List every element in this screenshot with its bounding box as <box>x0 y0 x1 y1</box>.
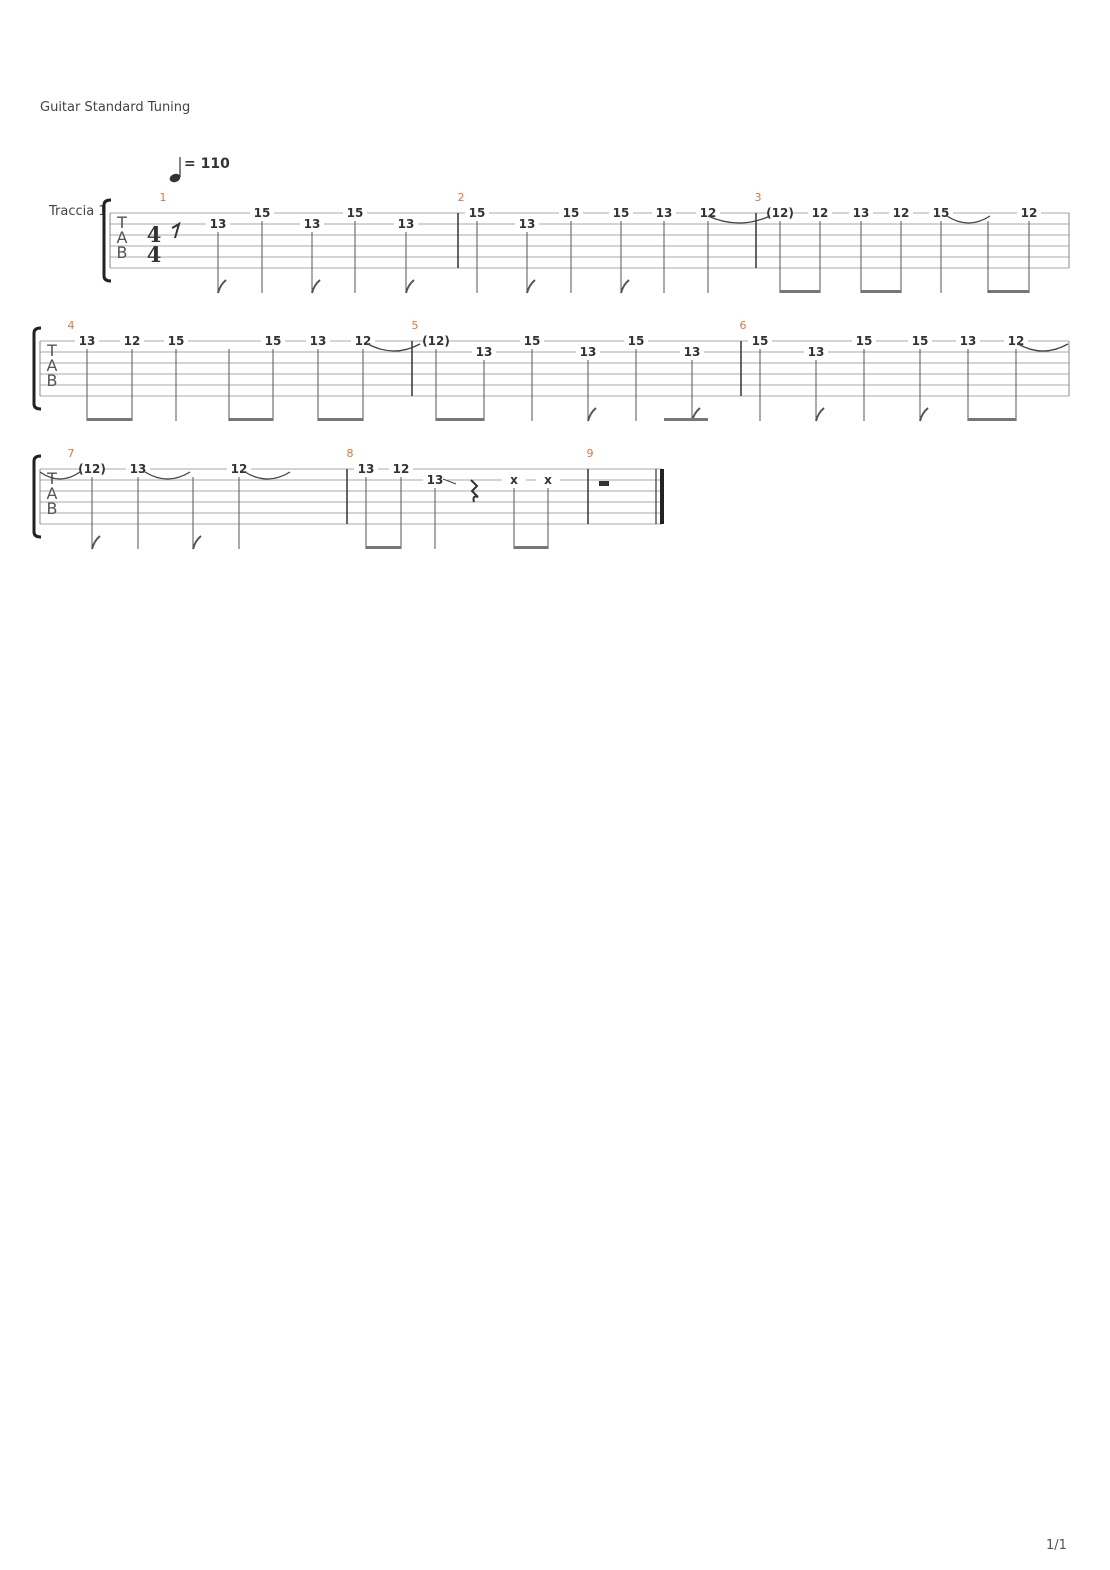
tab-clef-letter: A <box>46 484 58 503</box>
measure-number: 4 <box>67 319 75 332</box>
fret-number: 13 <box>309 334 327 348</box>
tab-clef-letter: B <box>116 243 128 262</box>
quarter-note-icon <box>168 157 181 184</box>
tab-clef-letter: T <box>47 469 57 488</box>
fret-number: 13 <box>579 345 597 359</box>
fret-number: (12) <box>78 462 106 476</box>
fret-number: 12 <box>892 206 910 220</box>
note-beam <box>988 290 1029 293</box>
fret-number: x <box>510 473 518 487</box>
tie-curve <box>947 216 990 223</box>
note-beam <box>318 418 363 421</box>
tab-clef-letter: B <box>46 499 58 518</box>
fret-number: 15 <box>523 334 541 348</box>
fret-number: 15 <box>911 334 929 348</box>
fret-number: 13 <box>397 217 415 231</box>
note-flag <box>621 280 629 293</box>
note-flag <box>312 280 320 293</box>
measure-number: 1 <box>159 191 167 204</box>
tab-clef-letter: T <box>47 341 57 360</box>
fret-number: 12 <box>699 206 717 220</box>
fret-number: 15 <box>855 334 873 348</box>
time-signature-top: 4 <box>146 222 162 247</box>
note-flag <box>92 536 100 549</box>
note-beam <box>968 418 1016 421</box>
note-flag <box>527 280 535 293</box>
fret-number: 12 <box>1007 334 1025 348</box>
tab-clef-letter: T <box>117 213 127 232</box>
fret-number: 15 <box>932 206 950 220</box>
fret-number: 13 <box>518 217 536 231</box>
note-flag <box>193 536 201 549</box>
note-beam <box>87 418 132 421</box>
fret-number: 12 <box>1020 206 1038 220</box>
fret-number: 13 <box>357 462 375 476</box>
fret-number: 15 <box>612 206 630 220</box>
fret-number: 13 <box>426 473 444 487</box>
fret-number: x <box>544 473 552 487</box>
time-signature-bottom: 4 <box>146 242 162 267</box>
note-beam <box>514 546 548 549</box>
measure-number: 8 <box>346 447 354 460</box>
note-flag <box>816 408 824 421</box>
tie-curve <box>145 472 190 479</box>
fret-number: (12) <box>766 206 794 220</box>
fret-number: (12) <box>422 334 450 348</box>
tie-curve <box>245 472 290 479</box>
measure-number: 6 <box>739 319 747 332</box>
fret-number: 13 <box>129 462 147 476</box>
fret-number: 15 <box>562 206 580 220</box>
tab-clef-letter: A <box>116 228 128 247</box>
note-flag <box>588 408 596 421</box>
fret-number: 13 <box>959 334 977 348</box>
tuning-label: Guitar Standard Tuning <box>40 100 191 115</box>
half-rest-icon <box>599 481 609 486</box>
fret-number: 13 <box>209 217 227 231</box>
measure-number: 5 <box>411 319 419 332</box>
fret-number: 13 <box>303 217 321 231</box>
note-beam <box>861 290 901 293</box>
measure-number: 9 <box>586 447 594 460</box>
eighth-rest-icon <box>172 224 179 238</box>
fret-number: 13 <box>807 345 825 359</box>
fret-number: 13 <box>683 345 701 359</box>
tab-clef-letter: A <box>46 356 58 375</box>
fret-number: 15 <box>468 206 486 220</box>
fret-number: 13 <box>655 206 673 220</box>
fret-number: 13 <box>475 345 493 359</box>
fret-number: 15 <box>253 206 271 220</box>
fret-number: 12 <box>123 334 141 348</box>
fret-number: 12 <box>811 206 829 220</box>
note-beam <box>664 418 708 421</box>
fret-number: 12 <box>392 462 410 476</box>
tempo-marking: = 110 <box>184 156 230 172</box>
fret-number: 15 <box>264 334 282 348</box>
note-beam <box>436 418 484 421</box>
fret-number: 15 <box>751 334 769 348</box>
fret-number: 12 <box>354 334 372 348</box>
fret-number: 15 <box>627 334 645 348</box>
note-flag <box>406 280 414 293</box>
fret-number: 12 <box>230 462 248 476</box>
note-flag <box>920 408 928 421</box>
fret-number: 13 <box>78 334 96 348</box>
measure-number: 7 <box>67 447 75 460</box>
tab-clef-letter: B <box>46 371 58 390</box>
page-number: 1/1 <box>1046 1538 1067 1553</box>
fret-number: 15 <box>167 334 185 348</box>
measure-number: 3 <box>754 191 762 204</box>
tie-curve <box>40 472 80 479</box>
measure-number: 2 <box>457 191 465 204</box>
note-flag <box>218 280 226 293</box>
note-beam <box>780 290 820 293</box>
note-beam <box>229 418 273 421</box>
track-name: Traccia 1 <box>49 204 107 219</box>
note-beam <box>366 546 401 549</box>
fret-number: 13 <box>852 206 870 220</box>
fret-number: 15 <box>346 206 364 220</box>
